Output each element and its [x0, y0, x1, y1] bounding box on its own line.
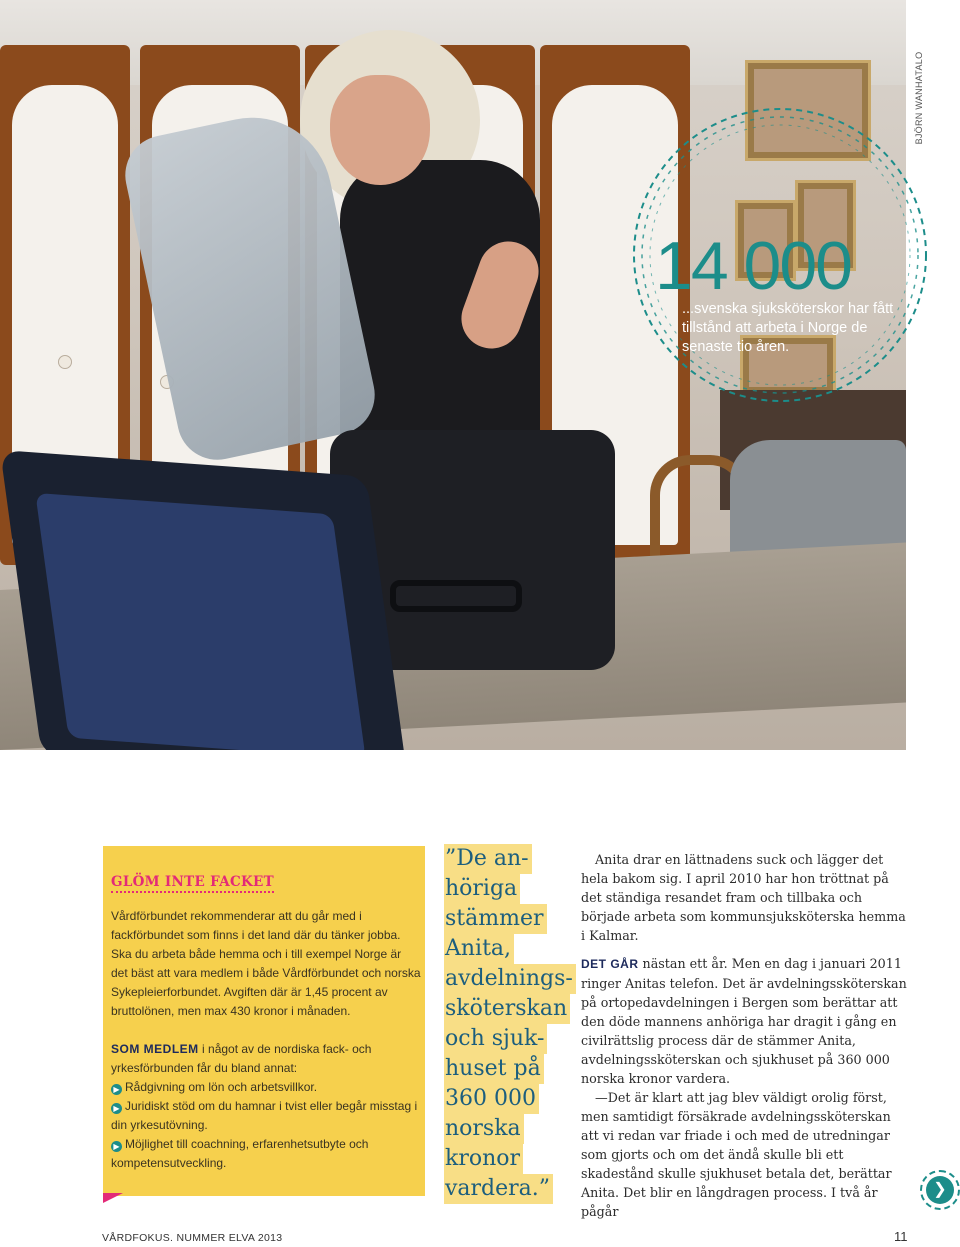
- fact-box-member-lead: SOM MEDLEM: [111, 1042, 199, 1056]
- article-body: [581, 850, 911, 1221]
- body-paragraph-lead: DET GÅR: [581, 957, 639, 971]
- pull-quote-line: vardera.”: [444, 1174, 553, 1204]
- suitcase-lid: [0, 450, 408, 750]
- publication-footer: VÅRDFOKUS. NUMMER ELVA 2013: [102, 1232, 283, 1244]
- body-paragraph: Anita drar en lättnadens suck och lägger det hela bakom sig. I april 2010 har hon tröttnat på det ständiga resandet fram och tillbaka och började arbeta som kommunsjuksköterska hemma i Kalmar.: [581, 852, 906, 943]
- pull-quote-line: 360 000: [444, 1084, 539, 1114]
- fact-box-list: [111, 1078, 421, 1173]
- pull-quote-line: och sjuk-: [444, 1024, 547, 1054]
- arrow-right-icon: ▶: [111, 1103, 122, 1114]
- fact-box: [103, 846, 425, 1196]
- pull-quote-line: huset på: [444, 1054, 544, 1084]
- pull-quote-line: avdelnings-: [444, 964, 576, 994]
- body-paragraph: —Det är klart att jag blev väldigt orolig först, men samtidigt försäkrade avdelningssköterskan att vi redan var friade i och med de utredningar som gjorts och om det ändå skulle bli ett skadestånd skulle sjukhuset betala det, berättar Anita. Det blir en långdragen process. I två år pågår: [581, 1090, 892, 1219]
- pull-quote-line: Anita,: [444, 934, 514, 964]
- stat-number: 14 000: [655, 228, 851, 304]
- arrow-right-icon: ▶: [111, 1084, 122, 1095]
- fact-box-member-paragraph: [111, 1040, 421, 1078]
- pull-quote: [444, 844, 573, 1204]
- list-item: ▶ Juridiskt stöd om du hamnar i tvist eller begår misstag i din yrkesutövning.: [111, 1099, 418, 1132]
- pull-quote-line: sköterskan: [444, 994, 570, 1024]
- fact-box-corner-mark: [103, 1193, 123, 1203]
- continue-arrow-icon: ❯: [920, 1170, 960, 1210]
- list-item: ▶ Rådgivning om lön och arbetsvillkor.: [111, 1078, 421, 1097]
- fact-box-paragraph: Vårdförbundet rekommenderar att du går med i fackförbundet som finns i det land där du tänker jobba. Ska du arbeta både hemma och i till exempel Norge är det bäst att vara medlem i både Vårdförbundet och norska Sykepleierforbundet. Avgiften där är 1,45 procent av bruttolönen, men max 430 kronor i månaden.: [111, 909, 421, 1018]
- pull-quote-line: norska: [444, 1114, 524, 1144]
- pull-quote-line: kronor: [444, 1144, 523, 1174]
- fact-box-title: GLÖM INTE FACKET: [111, 874, 274, 893]
- pull-quote-line: ”De an-: [444, 844, 532, 874]
- woman-face: [330, 75, 430, 185]
- arrow-right-icon: ▶: [111, 1141, 122, 1152]
- list-item: ▶ Möjlighet till coachning, erfarenhetsutbyte och kompetensutveckling.: [111, 1137, 369, 1170]
- pull-quote-line: höriga: [444, 874, 520, 904]
- photo-credit: BJÖRN WANHATALO: [914, 51, 924, 145]
- fact-box-member-text: i något av de nordiska fack- och yrkesförbunden får du bland annat:: [111, 1042, 372, 1075]
- body-paragraph: DET GÅR nästan ett år. Men en dag i januari 2011 ringer Anitas telefon. Det är avdelningssköterskan på ortopedavdelningen i Bergen som berättar att den döde mannens anhöriga har dragit i gång en civilrättslig process där de stämmer Anita, avdelningssköterskan och sjukhuset på 360 000 norska kronor vardera.: [581, 956, 907, 1086]
- pull-quote-line: stämmer: [444, 904, 547, 934]
- page-number: 11: [894, 1229, 908, 1244]
- stat-caption: ...svenska sjuksköterskor har fått tillstånd att arbeta i Norge de senaste tio åren.: [682, 301, 894, 355]
